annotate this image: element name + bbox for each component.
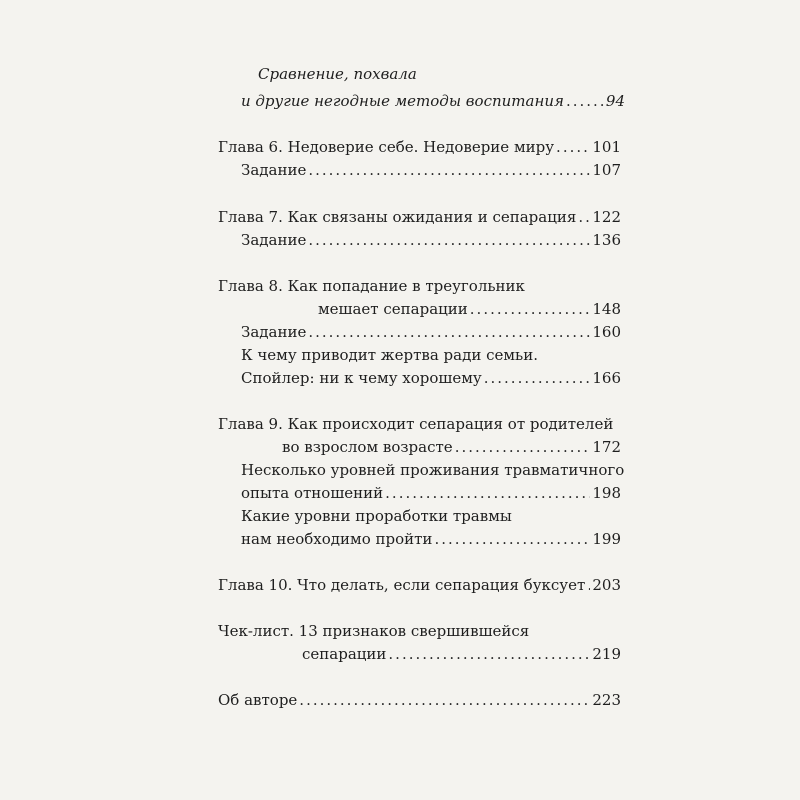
toc-page-number: 160	[592, 323, 621, 341]
toc-page-number: 219	[592, 645, 621, 663]
toc-chapter-10	[218, 576, 621, 594]
toc-leader-dots	[308, 323, 590, 341]
toc-chapter-9-levels-line1: Несколько уровней проживания травматичного	[241, 461, 625, 479]
toc-leader-dots	[587, 576, 590, 594]
toc-leader-dots	[455, 438, 591, 456]
toc-leader-dots	[385, 484, 590, 502]
toc-leader-dots	[556, 138, 590, 156]
toc-entry-title: Задание	[241, 231, 307, 249]
toc-page-number: 101	[592, 138, 621, 156]
toc-leader-dots	[299, 691, 590, 709]
toc-entry-title: и другие негодные методы воспитания	[241, 92, 564, 110]
toc-entry-title: Глава 10. Что делать, если сепарация буксует	[218, 576, 586, 594]
toc-about-author	[218, 691, 621, 709]
toc-chapter-9	[282, 438, 621, 456]
toc-leader-dots	[566, 92, 604, 110]
toc-entry-title: Об авторе	[218, 691, 298, 709]
toc-entry-title: нам необходимо пройти	[241, 530, 433, 548]
toc-chapter-8-task	[241, 323, 621, 341]
toc-page-number: 199	[592, 530, 621, 548]
toc-page-number: 172	[592, 438, 621, 456]
toc-entry-title: Задание	[241, 323, 307, 341]
toc-leader-dots	[434, 530, 590, 548]
toc-section-94	[241, 92, 625, 110]
toc-leader-dots	[308, 231, 590, 249]
toc-page-number: 223	[592, 691, 621, 709]
toc-entry-title: Глава 6. Недоверие себе. Недоверие миру	[218, 138, 555, 156]
toc-chapter-6-task	[241, 161, 621, 179]
toc-page-number: 107	[592, 161, 621, 179]
toc-chapter-8-line1: Глава 8. Как попадание в треугольник	[218, 277, 525, 295]
toc-page-number: 122	[592, 208, 621, 226]
toc-section-94-line1: Сравнение, похвала	[258, 65, 417, 83]
toc-chapter-8	[318, 300, 621, 318]
toc-leader-dots	[470, 300, 591, 318]
toc-page-number: 203	[592, 576, 621, 594]
toc-chapter-9-trauma	[241, 530, 621, 548]
toc-leader-dots	[308, 161, 590, 179]
toc-chapter-7-task	[241, 231, 621, 249]
toc-chapter-8-sacrifice	[241, 369, 621, 387]
toc-entry-title: Задание	[241, 161, 307, 179]
toc-checklist-line1: Чек-лист. 13 признаков свершившейся	[218, 622, 530, 640]
toc-leader-dots	[484, 369, 591, 387]
toc-page-number: 136	[592, 231, 621, 249]
toc-page-number: 198	[592, 484, 621, 502]
toc-entry-title: опыта отношений	[241, 484, 384, 502]
toc-chapter-6	[218, 138, 621, 156]
toc-entry-title: во взрослом возрасте	[282, 438, 453, 456]
toc-entry-title: мешает сепарации	[318, 300, 468, 318]
toc-chapter-9-levels	[241, 484, 621, 502]
toc-leader-dots	[388, 645, 590, 663]
toc-entry-title: Глава 7. Как связаны ожидания и сепарация	[218, 208, 577, 226]
toc-page-number: 166	[592, 369, 621, 387]
toc-checklist	[302, 645, 621, 663]
toc-leader-dots	[578, 208, 590, 226]
toc-chapter-7	[218, 208, 621, 226]
toc-page-number: 148	[592, 300, 621, 318]
toc-entry-title: сепарации	[302, 645, 387, 663]
toc-chapter-9-trauma-line1: Какие уровни проработки травмы	[241, 507, 512, 525]
toc-page-number: 94	[605, 92, 625, 110]
toc-entry-title: Спойлер: ни к чему хорошему	[241, 369, 482, 387]
toc-chapter-9-line1: Глава 9. Как происходит сепарация от родителей	[218, 415, 614, 433]
toc-chapter-8-sacrifice-line1: К чему приводит жертва ради семьи.	[241, 346, 538, 364]
